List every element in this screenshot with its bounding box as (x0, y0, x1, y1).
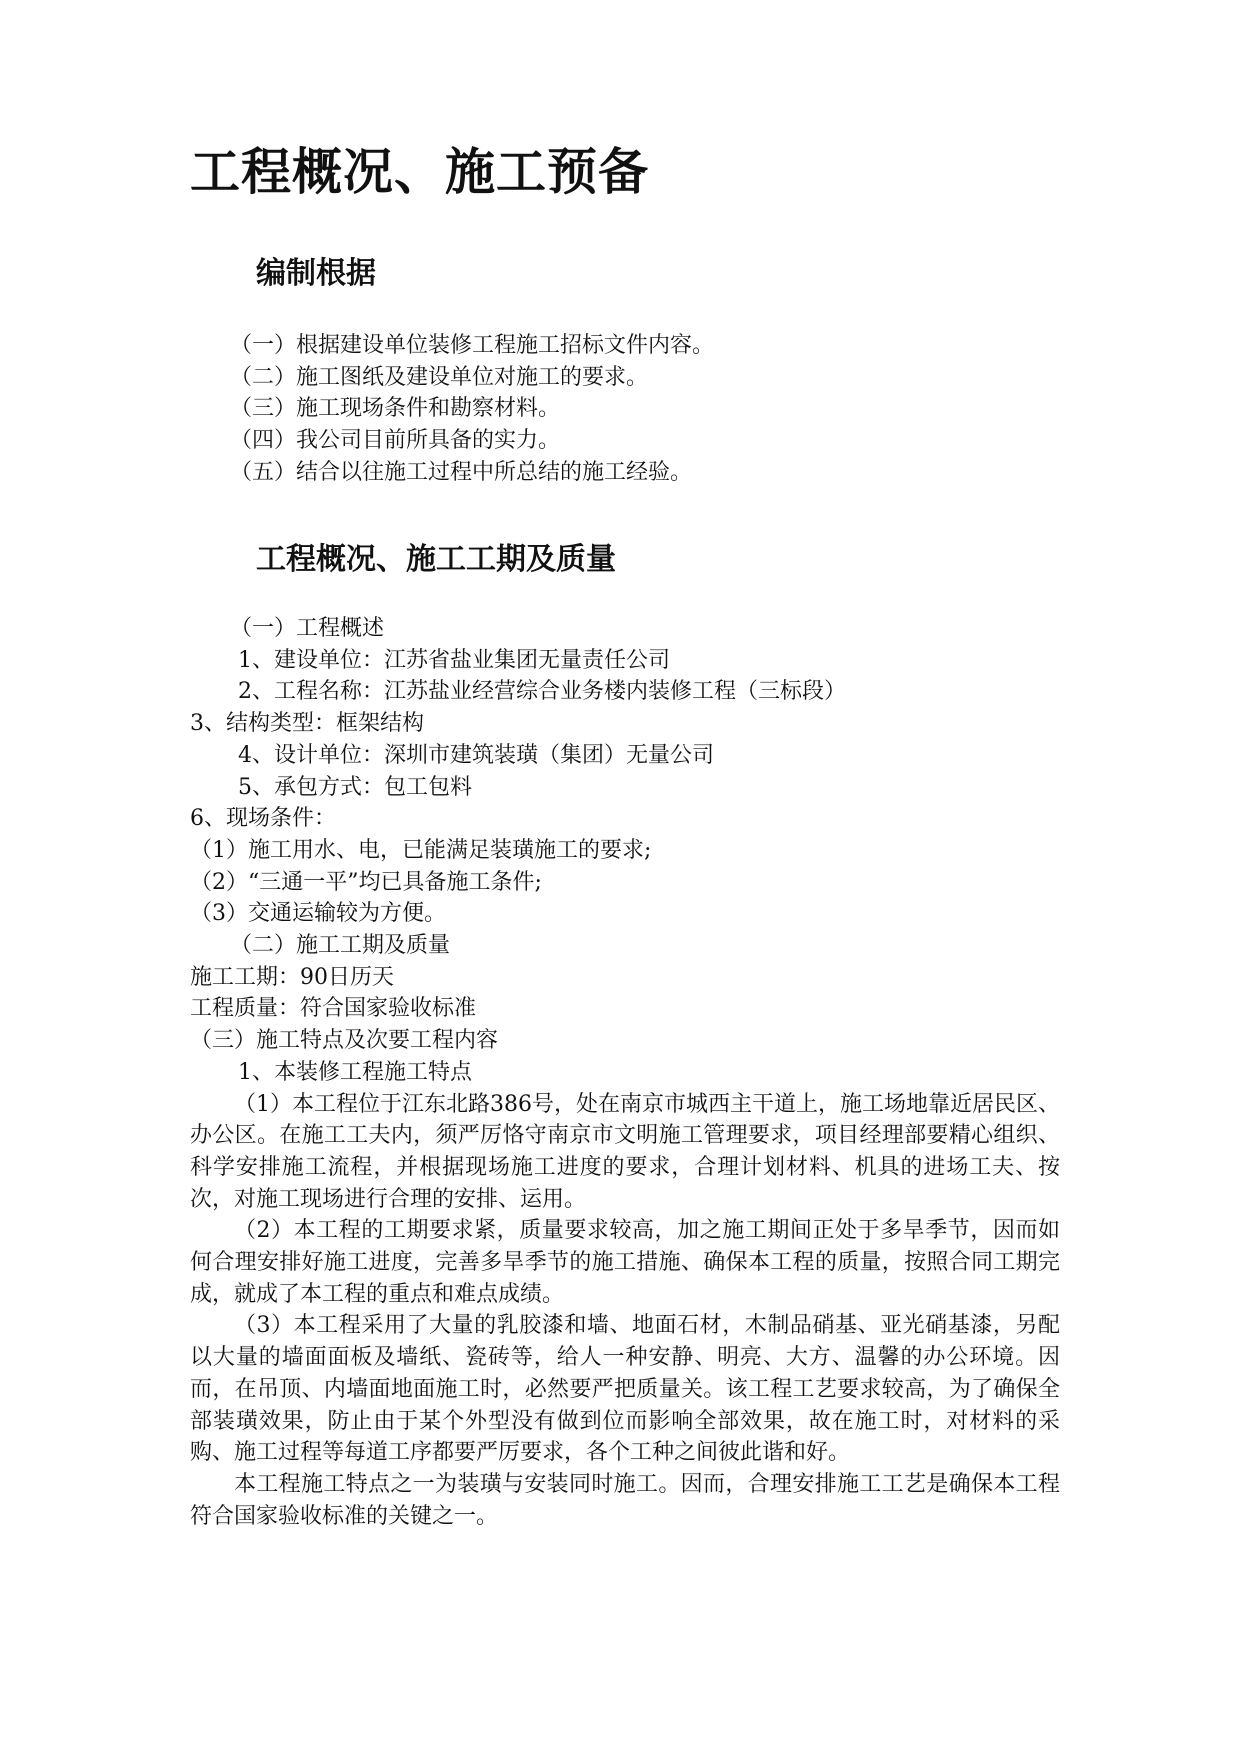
basis-item: （二）施工图纸及建设单位对施工的要求。 (230, 364, 649, 390)
subsection-title: （二）施工工期及质量 (230, 933, 451, 959)
basis-item: （三）施工现场条件和勘察材料。 (230, 396, 561, 422)
overview-line: 1、建设单位：江苏省盐业集团无量责任公司 (238, 647, 670, 673)
quality-line: 工程质量：符合国家验收标准 (190, 996, 477, 1022)
feature-paragraph: 本工程施工特点之一为装璜与安装同时施工。因而，合理安排施工工艺是确保本工程符合国家验收标准的关键之一。 (190, 1471, 1060, 1529)
overview-line: 6、现场条件： (190, 806, 336, 832)
feature-paragraph: （2）本工程的工期要求紧，质量要求较高，加之施工期间正处于多旱季节，因而如何合理安排好施工进度，完善多旱季节的施工措施、确保本工程的质量，按照合同工期完成，就成了本工程的重点和难点成绩。 (190, 1218, 1060, 1307)
schedule-line: 施工工期：90日历天 (190, 964, 394, 990)
overview-line: 3、结构类型：框架结构 (190, 711, 424, 737)
basis-list (190, 330, 1060, 489)
features-heading: 1、本装修工程施工特点 (238, 1059, 472, 1085)
section-heading-basis: 编制根据 (256, 256, 376, 291)
subsection-title: （一）工程概述 (230, 616, 385, 641)
basis-item: （五）结合以往施工过程中所总结的施工经验。 (230, 459, 693, 485)
basis-item: （四）我公司目前所具备的实力。 (230, 428, 561, 454)
overview-line: 5、承包方式：包工包料 (238, 774, 472, 800)
basis-item: （一）根据建设单位装修工程施工招标文件内容。 (230, 333, 715, 358)
subsection-title: （三）施工特点及次要工程内容 (190, 1028, 499, 1054)
overview-line: 2、工程名称：江苏盐业经营综合业务楼内装修工程（三标段） (238, 679, 846, 705)
page-title: 工程概况、施工预备 (190, 142, 649, 201)
overview-body (190, 613, 1060, 1532)
site-condition-item: （1）施工用水、电，已能满足装璜施工的要求; (190, 837, 652, 863)
overview-line: 4、设计单位：深圳市建筑装璜（集团）无量公司 (238, 742, 714, 768)
site-condition-item: （3）交通运输较为方便。 (190, 901, 446, 927)
feature-paragraph: （1）本工程位于江东北路386号，处在南京市城西主干道上，施工场地靠近居民区、办公区。在施工工夫内，须严厉恪守南京市文明施工管理要求，项目经理部要精心组织、科学安排施工流程，并根据现场施工进度的要求，合理计划材料、机具的进场工夫、按次，对施工现场进行合理的安排、运用。 (190, 1091, 1060, 1212)
section-heading-overview: 工程概况、施工工期及质量 (256, 542, 616, 577)
feature-paragraph: （3）本工程采用了大量的乳胶漆和墙、地面石材，木制品硝基、亚光硝基漆，另配以大量的墙面面板及墙纸、瓷砖等，给人一种安静、明亮、大方、温馨的办公环境。因而，在吊顶、内墙面地面施工时，必然要严把质量关。该工程工艺要求较高，为了确保全部装璜效果，防止由于某个外型没有做到位而影响全部效果，故在施工时，对材料的采购、施工过程等每道工序都要严厉要求，各个工种之间彼此谐和好。 (190, 1313, 1060, 1466)
site-condition-item: （2）“三通一平”均已具备施工条件; (190, 869, 542, 895)
